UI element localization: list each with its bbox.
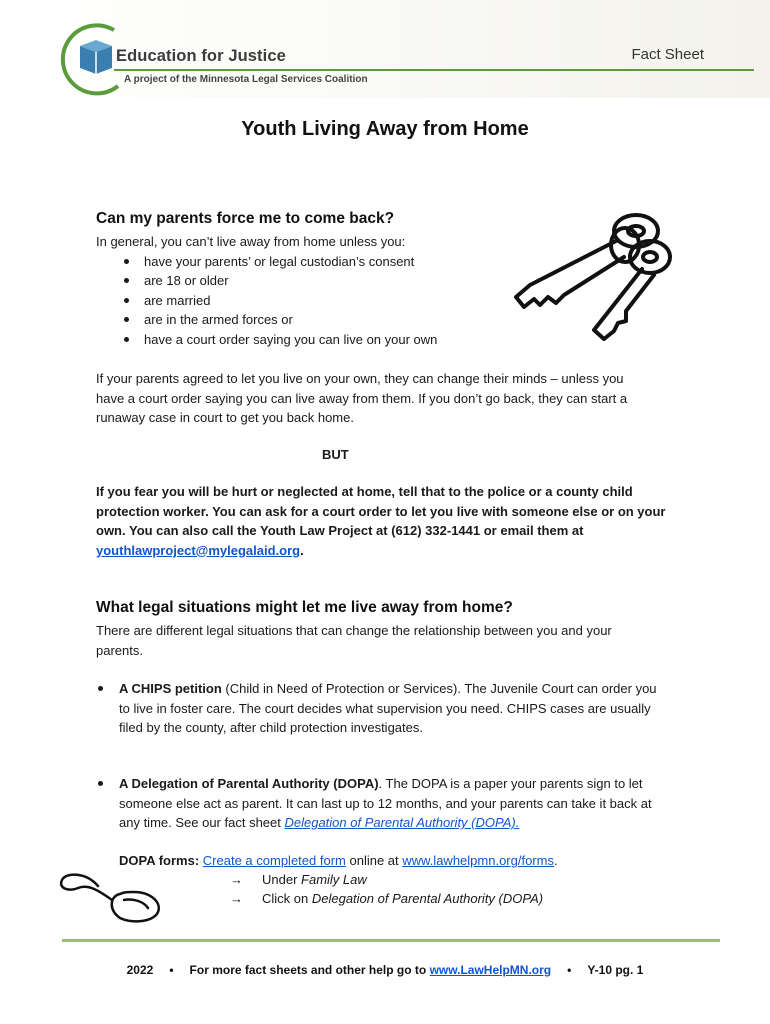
footer-bullet: • xyxy=(567,963,572,977)
chips-label: A CHIPS petition xyxy=(119,681,222,696)
step-2 xyxy=(230,889,543,909)
paragraph-line: runaway case in court to get you back home. xyxy=(96,410,354,426)
org-name: Education for Justice xyxy=(116,47,286,65)
footer-code: Y-10 pg. 1 xyxy=(587,963,644,977)
dopa-line xyxy=(119,774,696,794)
chips-line: to live in foster care. The court decides what supervision you need. CHIPS cases are usually xyxy=(119,700,651,716)
list-item: are 18 or older xyxy=(96,271,516,291)
keys-icon xyxy=(508,205,683,350)
arrow-right-icon: → xyxy=(230,891,243,906)
lawhelpmn-link[interactable]: www.LawHelpMN.org xyxy=(429,963,552,977)
document-type-label: Fact Sheet xyxy=(631,46,704,63)
dopa-item xyxy=(96,774,696,833)
list-item: have a court order saying you can live on your own xyxy=(96,330,516,350)
page-title: Youth Living Away from Home xyxy=(241,118,529,140)
footer-rule xyxy=(62,939,720,942)
computer-mouse-icon xyxy=(58,870,163,925)
but-label: BUT xyxy=(322,447,349,462)
dopa-line xyxy=(119,813,696,833)
dopa-text: . The DOPA is a paper your parents sign to let xyxy=(378,776,643,791)
footer xyxy=(0,963,770,977)
paragraph-line: If your parents agreed to let you live on your own, they can change their minds – unless you xyxy=(96,371,624,386)
section1-intro: In general, you can’t live away from home unless you: xyxy=(96,234,406,249)
section2-intro xyxy=(96,621,696,660)
email-link[interactable]: youthlawproject@mylegalaid.org xyxy=(96,542,301,558)
section2-heading: What legal situations might let me live away from home? xyxy=(96,599,513,616)
warning-block xyxy=(96,482,716,560)
intro-line: parents. xyxy=(96,642,143,658)
step-1-prefix: Under xyxy=(262,872,302,887)
bullet xyxy=(98,781,103,786)
footer-text: For more fact sheets and other help go to xyxy=(189,963,430,977)
dopa-forms-line xyxy=(119,851,558,871)
dopa-forms-label: DOPA forms: xyxy=(119,853,200,868)
list-item: are in the armed forces or xyxy=(96,310,516,330)
create-form-link[interactable]: Create a completed form xyxy=(202,853,346,868)
warning-line: If you fear you will be hurt or neglected at home, tell that to the police or a county child xyxy=(96,484,633,499)
email-line xyxy=(96,541,716,561)
chips-text: (Child in Need of Protection or Services). The Juvenile Court can order you xyxy=(221,681,657,696)
email-suffix: . xyxy=(300,542,304,558)
step-2-prefix: Click on xyxy=(262,891,312,906)
forms-end: . xyxy=(553,853,558,868)
bullet xyxy=(98,686,103,691)
requirements-list xyxy=(96,252,516,350)
step-1-emphasis: Family Law xyxy=(301,872,367,887)
dopa-label: A Delegation of Parental Authority (DOPA) xyxy=(119,776,379,791)
dopa-line: someone else act as parent. It can last up to 12 months, and your parents can take it back at xyxy=(119,795,652,811)
dopa-fact-sheet-link[interactable]: Delegation of Parental Authority (DOPA). xyxy=(284,815,520,831)
lawhelp-forms-link[interactable]: www.lawhelpmn.org/forms xyxy=(402,853,554,868)
footer-year: 2022 xyxy=(126,963,154,977)
chips-line xyxy=(119,679,696,699)
section1-paragraph xyxy=(96,369,696,428)
logo-rule xyxy=(114,69,754,71)
list-item: are married xyxy=(96,291,516,311)
arrow-right-icon: → xyxy=(230,872,243,887)
footer-bullet: • xyxy=(169,963,174,977)
org-tagline: A project of the Minnesota Legal Services Coalition xyxy=(124,74,368,85)
section1-heading: Can my parents force me to come back? xyxy=(96,210,395,227)
dopa-text: any time. See our fact sheet xyxy=(119,815,285,831)
forms-middle: online at xyxy=(345,853,403,868)
step-2-emphasis: Delegation of Parental Authority (DOPA) xyxy=(311,891,544,906)
list-item: have your parents’ or legal custodian’s consent xyxy=(96,252,516,272)
warning-line: own. You can also call the Youth Law Project at (612) 332-1441 or email them at xyxy=(96,523,584,539)
chips-line: filed by the county, after child protection investigates. xyxy=(119,720,423,736)
chips-item xyxy=(96,679,696,738)
paragraph-line: have a court order saying you can live away from them. If you don’t go back, they can start a xyxy=(96,390,628,406)
intro-line: There are different legal situations that can change the relationship between you and your xyxy=(96,623,612,638)
section1-intro-block xyxy=(96,232,516,350)
warning-line: protection worker. You can ask for a court order to let you live with someone else or on your xyxy=(96,503,666,519)
step-1 xyxy=(230,870,367,890)
